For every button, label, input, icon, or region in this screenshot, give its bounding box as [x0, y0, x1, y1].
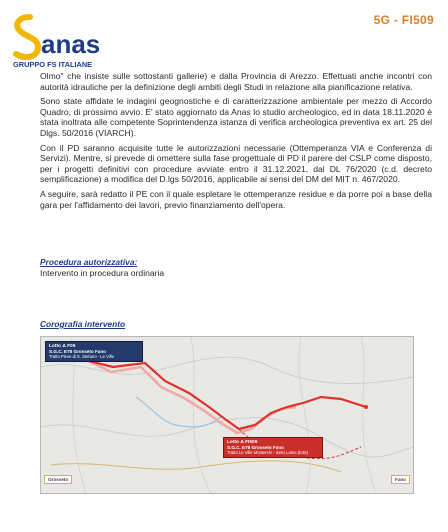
paragraph: Con il PD saranno acquisite tutte le autorizzazioni necessarie (Ottemperanza VIA e Conferenza di Servizi). Mentre, si prevede di omettere sulla fase progettuale di PD il parere del CSLP come disposto, per i progetti definitivi con procedure avviate entro il 31.12.2021, dal DL 76/2020 (c.d. decreto semplificazione) a modifica del D.lgs 50/2016, applicabile ai sensi del DM del MIT n. 467/2020. [40, 142, 432, 185]
anas-logo [8, 8, 138, 70]
lot-code: Lotto Δ F09 [49, 344, 76, 349]
direction-tag-left: Grosseto [44, 475, 72, 484]
group-label: GRUPPO FS ITALIANE [13, 60, 93, 69]
route-end-marker [364, 405, 368, 409]
corografia-map [40, 336, 414, 494]
lot-code: Lotto Δ FI509 [227, 440, 258, 445]
lot-description: Tratto Le Ville Monterchi - Selci Lama (E45) [227, 450, 308, 455]
paragraph: A seguire, sarà redatto il PE con il quale espletare le ottemperanze residue e da porre poi a base della gara per l'affidamento dei lavori, previo finanziamento dell'opera. [40, 188, 432, 210]
lot-road: S.G.C. E78 Grosseto Fano [227, 445, 284, 450]
lot-road: S.G.C. E78 Grosseto Fano [49, 349, 106, 354]
paragraph: Olmo" che insiste sulle sottostanti gallerie) e dalla Provincia di Arezzo. Effettuati anche incontri con autorità idrauliche per la definizione degli ambiti degli Studi in relazione alla pianificazione relativa. [40, 71, 432, 92]
procedura-value: Intervento in procedura ordinaria [40, 268, 165, 278]
document-code: 5G - FI509 [373, 13, 434, 27]
procedura-title: Procedura autorizzativa: [40, 257, 138, 267]
lot-label-top [45, 341, 143, 362]
corografia-title: Corografia intervento [40, 319, 126, 329]
anas-logo-mark [16, 17, 38, 57]
direction-tag-right: Fano [391, 475, 410, 484]
paragraph: Sono state affidate le indagini geognostiche e di caratterizzazione ambientale per mezzo di Accordo Quadro, di prossimo avvio. E' stato aggiornato da Anas lo studio archeologico, ed in data 18.11.2020 è stata inoltrata alle competente Soprintendenza istanza di verifica archeologica preventiva ex art. 25 del Dlgs. 50/2016 (VIARCH). [40, 96, 432, 138]
anas-wordmark: anas [41, 29, 101, 59]
lot-label-bottom [223, 437, 323, 458]
lot-description: Tratto Pieve di S. Stefano - Le Ville [49, 354, 114, 359]
body-text [40, 71, 432, 214]
